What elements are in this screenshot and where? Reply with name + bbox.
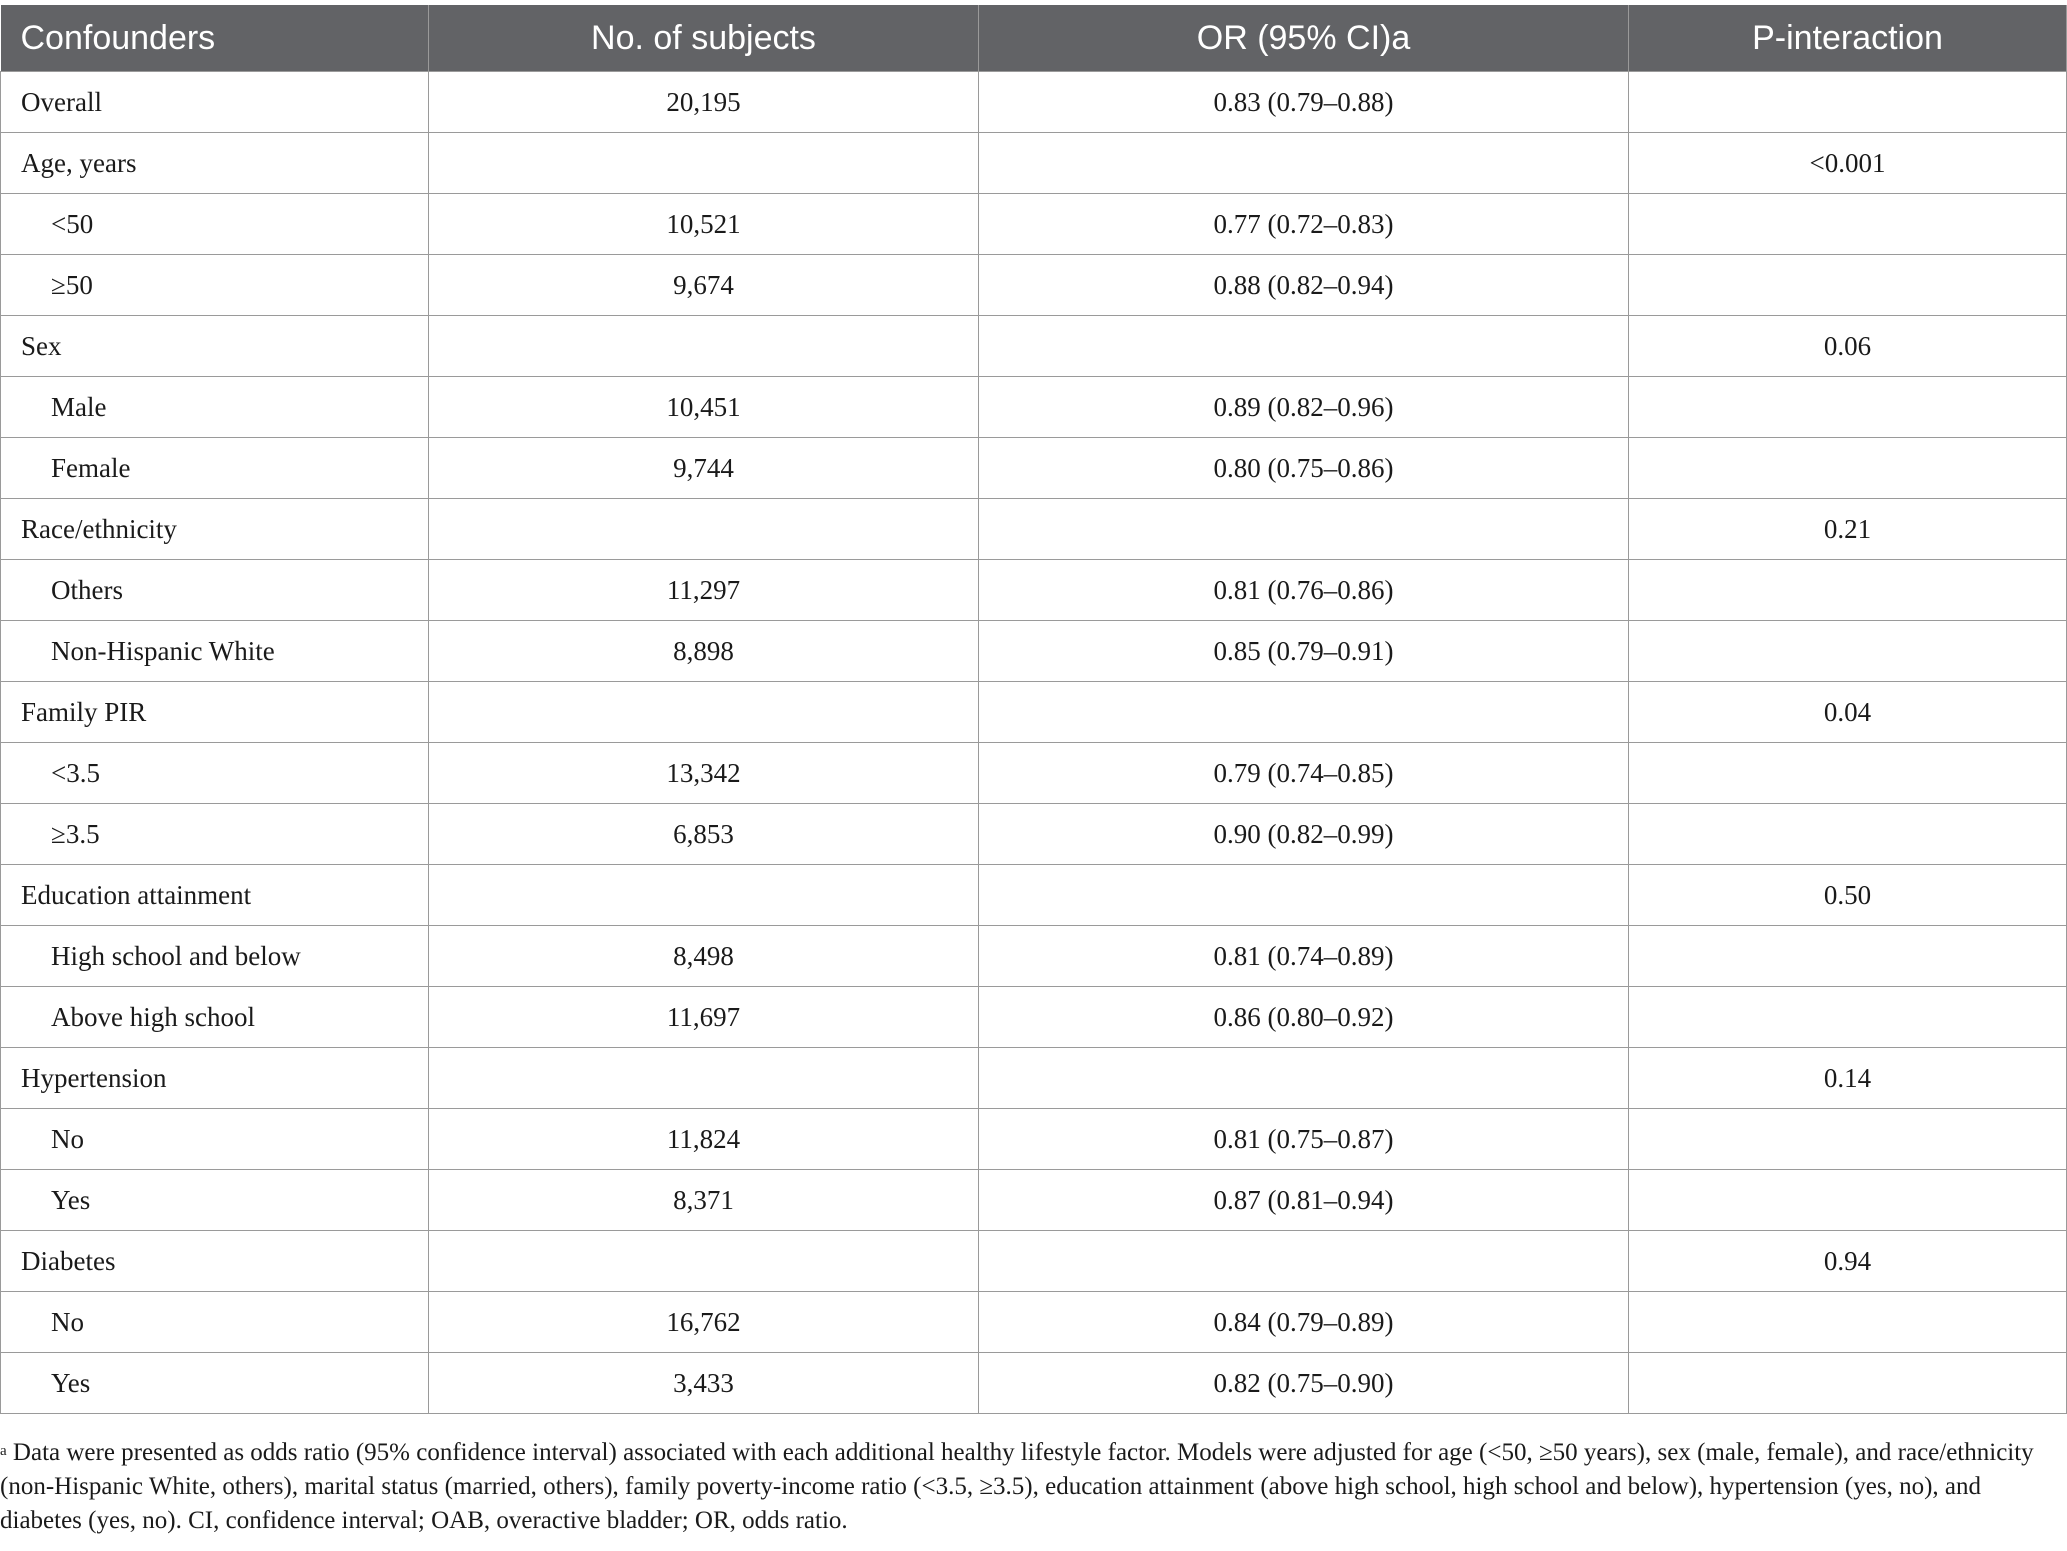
cell-p-interaction: 0.21 [1629, 499, 2067, 560]
cell-confounder: Family PIR [1, 682, 429, 743]
footnote-text: Data were presented as odds ratio (95% confidence interval) associated with each additional healthy lifestyle factor. Models were adjusted for age (<50, ≥50 years), sex (male, female), and race/ethnicity (non-Hispanic White, others), marital status (married, others), family poverty-income ratio (<3.5, ≥3.5), education attainment (above high school, high school and below), hypertension (yes, no), and diabetes (yes, no). CI, confidence interval; OAB, overactive bladder; OR, odds ratio. [0, 1439, 2034, 1534]
table-row [1, 621, 2067, 682]
cell-p-interaction [1629, 621, 2067, 682]
cell-p-interaction: 0.50 [1629, 865, 2067, 926]
cell-odds-ratio: 0.77 (0.72–0.83) [979, 194, 1629, 255]
cell-subjects [429, 316, 979, 377]
cell-confounder: Overall [1, 72, 429, 133]
cell-odds-ratio: 0.79 (0.74–0.85) [979, 743, 1629, 804]
table-row [1, 987, 2067, 1048]
cell-confounder: ≥50 [1, 255, 429, 316]
cell-p-interaction: 0.14 [1629, 1048, 2067, 1109]
cell-odds-ratio: 0.89 (0.82–0.96) [979, 377, 1629, 438]
cell-subjects: 3,433 [429, 1353, 979, 1414]
table-row [1, 377, 2067, 438]
cell-odds-ratio: 0.80 (0.75–0.86) [979, 438, 1629, 499]
cell-p-interaction [1629, 926, 2067, 987]
footnote-marker: a [0, 1443, 7, 1459]
header-subjects: No. of subjects [429, 5, 979, 72]
cell-p-interaction [1629, 377, 2067, 438]
cell-subjects: 10,521 [429, 194, 979, 255]
cell-p-interaction: 0.94 [1629, 1231, 2067, 1292]
table-row [1, 499, 2067, 560]
table-row [1, 682, 2067, 743]
cell-odds-ratio [979, 499, 1629, 560]
cell-subjects: 10,451 [429, 377, 979, 438]
cell-odds-ratio: 0.86 (0.80–0.92) [979, 987, 1629, 1048]
cell-subjects: 16,762 [429, 1292, 979, 1353]
cell-confounder: Hypertension [1, 1048, 429, 1109]
cell-p-interaction [1629, 438, 2067, 499]
cell-confounder: Sex [1, 316, 429, 377]
table-header [1, 5, 2067, 72]
table-row [1, 804, 2067, 865]
cell-confounder: Diabetes [1, 1231, 429, 1292]
table-footnote [0, 1436, 2050, 1538]
table-row [1, 743, 2067, 804]
table-row [1, 316, 2067, 377]
cell-odds-ratio: 0.83 (0.79–0.88) [979, 72, 1629, 133]
table-row [1, 1048, 2067, 1109]
cell-subjects [429, 1048, 979, 1109]
cell-p-interaction [1629, 1109, 2067, 1170]
cell-p-interaction [1629, 1170, 2067, 1231]
results-table-container [0, 5, 2067, 1414]
cell-odds-ratio: 0.82 (0.75–0.90) [979, 1353, 1629, 1414]
header-odds-ratio: OR (95% CI)a [979, 5, 1629, 72]
cell-confounder: Male [1, 377, 429, 438]
cell-confounder: Education attainment [1, 865, 429, 926]
cell-odds-ratio: 0.88 (0.82–0.94) [979, 255, 1629, 316]
cell-p-interaction: <0.001 [1629, 133, 2067, 194]
cell-confounder: Race/ethnicity [1, 499, 429, 560]
cell-subjects: 11,697 [429, 987, 979, 1048]
cell-confounder: No [1, 1292, 429, 1353]
cell-confounder: Above high school [1, 987, 429, 1048]
header-confounders: Confounders [1, 5, 429, 72]
cell-p-interaction [1629, 72, 2067, 133]
table-row [1, 438, 2067, 499]
table-row [1, 865, 2067, 926]
cell-p-interaction [1629, 1292, 2067, 1353]
cell-p-interaction [1629, 255, 2067, 316]
cell-confounder: High school and below [1, 926, 429, 987]
cell-odds-ratio: 0.81 (0.74–0.89) [979, 926, 1629, 987]
cell-subjects: 8,371 [429, 1170, 979, 1231]
cell-odds-ratio: 0.84 (0.79–0.89) [979, 1292, 1629, 1353]
cell-odds-ratio: 0.87 (0.81–0.94) [979, 1170, 1629, 1231]
table-row [1, 194, 2067, 255]
cell-p-interaction: 0.06 [1629, 316, 2067, 377]
cell-odds-ratio: 0.81 (0.75–0.87) [979, 1109, 1629, 1170]
table-row [1, 1292, 2067, 1353]
cell-odds-ratio: 0.85 (0.79–0.91) [979, 621, 1629, 682]
table-row [1, 72, 2067, 133]
cell-odds-ratio [979, 316, 1629, 377]
cell-p-interaction [1629, 987, 2067, 1048]
table-row [1, 560, 2067, 621]
table-row [1, 133, 2067, 194]
cell-confounder: Non-Hispanic White [1, 621, 429, 682]
cell-subjects: 6,853 [429, 804, 979, 865]
cell-confounder: Yes [1, 1170, 429, 1231]
cell-odds-ratio: 0.81 (0.76–0.86) [979, 560, 1629, 621]
cell-p-interaction [1629, 1353, 2067, 1414]
cell-confounder: Female [1, 438, 429, 499]
cell-subjects [429, 133, 979, 194]
cell-subjects [429, 865, 979, 926]
cell-subjects: 9,744 [429, 438, 979, 499]
cell-p-interaction [1629, 804, 2067, 865]
header-row [1, 5, 2067, 72]
cell-subjects: 8,498 [429, 926, 979, 987]
cell-confounder: ≥3.5 [1, 804, 429, 865]
table-body [1, 72, 2067, 1414]
table-row [1, 1170, 2067, 1231]
cell-odds-ratio [979, 1231, 1629, 1292]
cell-subjects [429, 499, 979, 560]
table-row [1, 255, 2067, 316]
cell-odds-ratio [979, 1048, 1629, 1109]
cell-confounder: No [1, 1109, 429, 1170]
cell-odds-ratio: 0.90 (0.82–0.99) [979, 804, 1629, 865]
cell-confounder: <50 [1, 194, 429, 255]
cell-subjects: 9,674 [429, 255, 979, 316]
table-row [1, 1109, 2067, 1170]
cell-confounder: Others [1, 560, 429, 621]
cell-subjects: 20,195 [429, 72, 979, 133]
header-p-interaction: P-interaction [1629, 5, 2067, 72]
cell-subjects: 11,297 [429, 560, 979, 621]
table-row [1, 926, 2067, 987]
cell-odds-ratio [979, 682, 1629, 743]
cell-confounder: Yes [1, 1353, 429, 1414]
cell-odds-ratio [979, 865, 1629, 926]
cell-subjects [429, 1231, 979, 1292]
cell-odds-ratio [979, 133, 1629, 194]
cell-subjects: 13,342 [429, 743, 979, 804]
table-row [1, 1353, 2067, 1414]
cell-subjects [429, 682, 979, 743]
subgroup-analysis-table [0, 5, 2067, 1414]
cell-p-interaction: 0.04 [1629, 682, 2067, 743]
cell-subjects: 8,898 [429, 621, 979, 682]
cell-p-interaction [1629, 194, 2067, 255]
cell-confounder: Age, years [1, 133, 429, 194]
cell-p-interaction [1629, 560, 2067, 621]
cell-p-interaction [1629, 743, 2067, 804]
cell-subjects: 11,824 [429, 1109, 979, 1170]
table-row [1, 1231, 2067, 1292]
cell-confounder: <3.5 [1, 743, 429, 804]
